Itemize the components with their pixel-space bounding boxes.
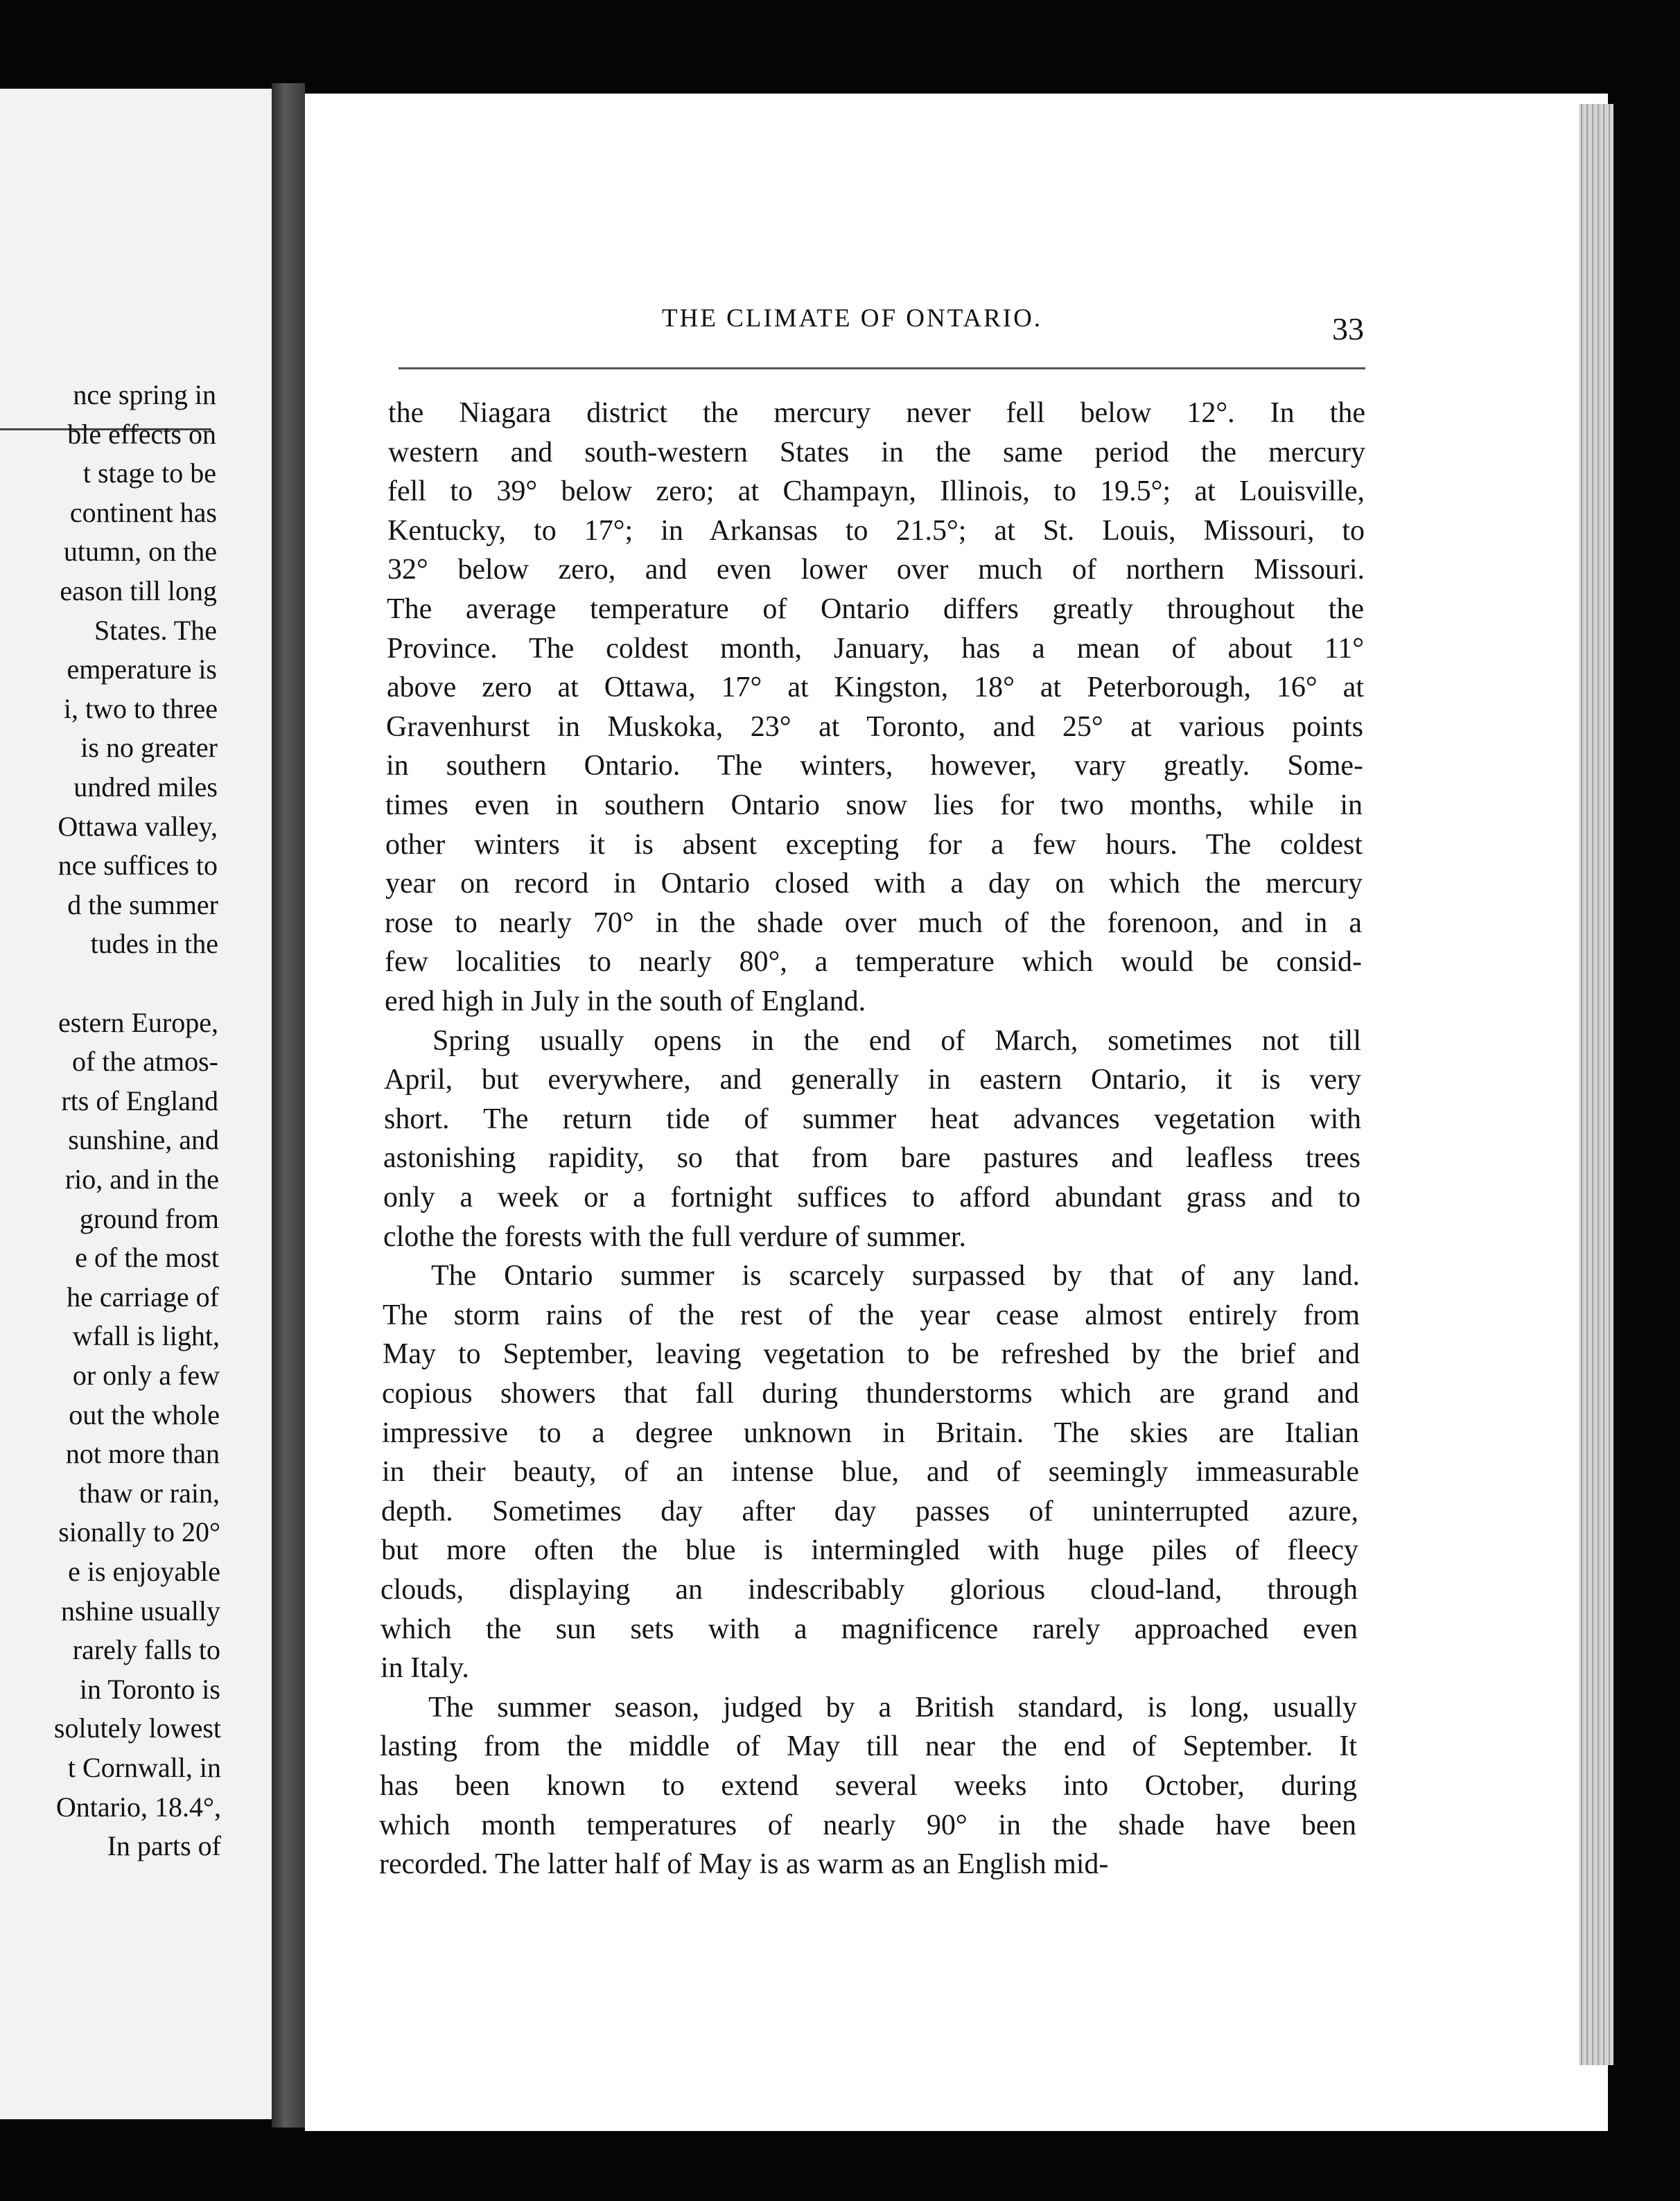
left-page-fragment: out the whole: [69, 1398, 220, 1430]
left-page-fragment: t stage to be: [82, 457, 216, 489]
text-line: fell to 39° below zero; at Champayn, Illinois, to 19.5°; at Louisville,: [387, 475, 1365, 508]
left-page-fragment: In parts of: [107, 1830, 221, 1862]
text-line: Spring usually opens in the end of March, sometimes not till: [432, 1024, 1361, 1057]
left-page-fragment: solutely lowest: [53, 1712, 221, 1744]
text-line: ered high in July in the south of England.: [385, 985, 866, 1017]
text-line: copious showers that fall during thunderstorms which are grand and: [382, 1378, 1359, 1410]
text-line: The summer season, judged by a British standard, is long, usually: [428, 1691, 1357, 1724]
left-page-fragment: is no greater: [80, 732, 218, 764]
left-page-fragment: not more than: [65, 1438, 220, 1470]
text-line: clouds, displaying an indescribably glorious cloud-land, through: [380, 1574, 1358, 1606]
left-page-fragment: continent has: [69, 496, 217, 528]
left-page-fragment: nce suffices to: [58, 850, 218, 882]
left-page-fragment: Ottawa valley,: [58, 810, 218, 842]
text-line: above zero at Ottawa, 17° at Kingston, 18° at Peterborough, 16° at: [387, 672, 1364, 704]
book-gutter: [272, 83, 305, 2128]
left-page-fragment: he carriage of: [67, 1281, 219, 1313]
page-number: 33: [1332, 311, 1364, 347]
text-line: which month temperatures of nearly 90° in the shade have been: [379, 1809, 1356, 1841]
text-line: astonishing rapidity, so that from bare pastures and leafless trees: [383, 1142, 1360, 1175]
text-line: year on record in Ontario closed with a day on which the mercury: [385, 868, 1363, 900]
page-edges: [1579, 104, 1613, 2065]
left-page-fragment: nshine usually: [61, 1595, 220, 1626]
text-line: short. The return tide of summer heat advances vegetation with: [384, 1103, 1361, 1135]
left-page-fragment: rio, and in the: [64, 1164, 219, 1195]
left-page-fragment: rts of England: [61, 1085, 218, 1116]
text-line: other winters it is absent excepting for a few hours. The coldest: [385, 828, 1363, 861]
text-line: Kentucky, to 17°; in Arkansas to 21.5°; at St. Louis, Missouri, to: [387, 514, 1365, 547]
left-page-fragment: ground from: [79, 1202, 219, 1234]
text-line: depth. Sometimes day after day passes of uninterrupted azure,: [381, 1495, 1358, 1527]
left-page-fragment: in Toronto is: [79, 1673, 220, 1705]
left-page-fragment: States. The: [94, 614, 217, 646]
text-line: 32° below zero, and even lower over much of northern Missouri.: [387, 554, 1365, 586]
text-line: Gravenhurst in Muskoka, 23° at Toronto, and 25° at various points: [386, 710, 1363, 743]
left-page-fragment: eason till long: [60, 575, 217, 606]
left-page-fragment: nce spring in: [73, 379, 216, 410]
text-line: in southern Ontario. The winters, however, vary greatly. Some-: [386, 750, 1363, 782]
text-line: the Niagara district the mercury never fell below 12°. In the: [388, 397, 1365, 429]
left-page-fragment: thaw or rain,: [78, 1477, 220, 1509]
left-page-fragment: d the summer: [67, 888, 218, 920]
text-line: The storm rains of the rest of the year cease almost entirely from: [383, 1299, 1360, 1331]
text-line: which the sun sets with a magnificence rarely approached even: [380, 1613, 1358, 1645]
left-page: [0, 89, 272, 2119]
text-line: has been known to extend several weeks into October, during: [380, 1770, 1357, 1802]
left-page-fragment: e is enjoyable: [68, 1556, 220, 1587]
running-head: THE CLIMATE OF ONTARIO.: [662, 304, 1043, 333]
text-line: few localities to nearly 80°, a temperature which would be consid-: [385, 946, 1362, 979]
text-line: lasting from the middle of May till near the end of September. It: [380, 1730, 1357, 1763]
text-line: but more often the blue is intermingled with huge piles of fleecy: [381, 1534, 1358, 1567]
left-page-fragment: rarely falls to: [72, 1634, 220, 1666]
left-page-fragment: i, two to three: [63, 692, 218, 724]
text-line: western and south-western States in the same period the mercury: [388, 436, 1365, 468]
text-line: recorded. The latter half of May is as warm as an English mid-: [379, 1848, 1109, 1881]
text-line: rose to nearly 70° in the shade over much of the forenoon, and in a: [385, 906, 1362, 939]
left-page-fragment: e of the most: [75, 1242, 219, 1274]
header-rule: [399, 367, 1365, 369]
text-line: in Italy.: [380, 1652, 469, 1685]
left-page-fragment: estern Europe,: [58, 1006, 218, 1038]
left-page-fragment: undred miles: [73, 771, 218, 803]
left-page-fragment: or only a few: [72, 1360, 220, 1391]
text-line: April, but everywhere, and generally in eastern Ontario, it is very: [384, 1064, 1361, 1096]
text-line: only a week or a fortnight suffices to afford abundant grass and to: [383, 1182, 1360, 1213]
left-page-fragment: utumn, on the: [63, 536, 217, 568]
text-line: times even in southern Ontario snow lies for two months, while in: [385, 789, 1363, 821]
text-line: The average temperature of Ontario differs greatly throughout the: [387, 593, 1364, 625]
text-line: clothe the forests with the full verdure of summer.: [383, 1220, 966, 1253]
text-line: in their beauty, of an intense blue, and of seemingly immeasurable: [382, 1456, 1359, 1489]
left-page-fragment: wfall is light,: [72, 1320, 220, 1352]
left-page-fragment: Ontario, 18.4°,: [55, 1791, 221, 1823]
left-page-fragment: t Cornwall, in: [67, 1752, 221, 1783]
text-line: The Ontario summer is scarcely surpassed by that of any land.: [431, 1260, 1360, 1292]
left-page-fragment: sunshine, and: [68, 1124, 219, 1156]
left-page-fragment: of the atmos-: [71, 1046, 218, 1078]
left-page-fragment: tudes in the: [90, 928, 218, 960]
left-page-fragment: sionally to 20°: [58, 1516, 220, 1548]
left-page-fragment: ble effects on: [67, 418, 216, 450]
text-line: impressive to a degree unknown in Britain. The skies are Italian: [382, 1417, 1359, 1449]
text-line: May to September, leaving vegetation to be refreshed by the brief and: [383, 1338, 1360, 1371]
left-page-fragment: emperature is: [67, 654, 217, 685]
text-line: Province. The coldest month, January, has a mean of about 11°: [387, 632, 1364, 665]
